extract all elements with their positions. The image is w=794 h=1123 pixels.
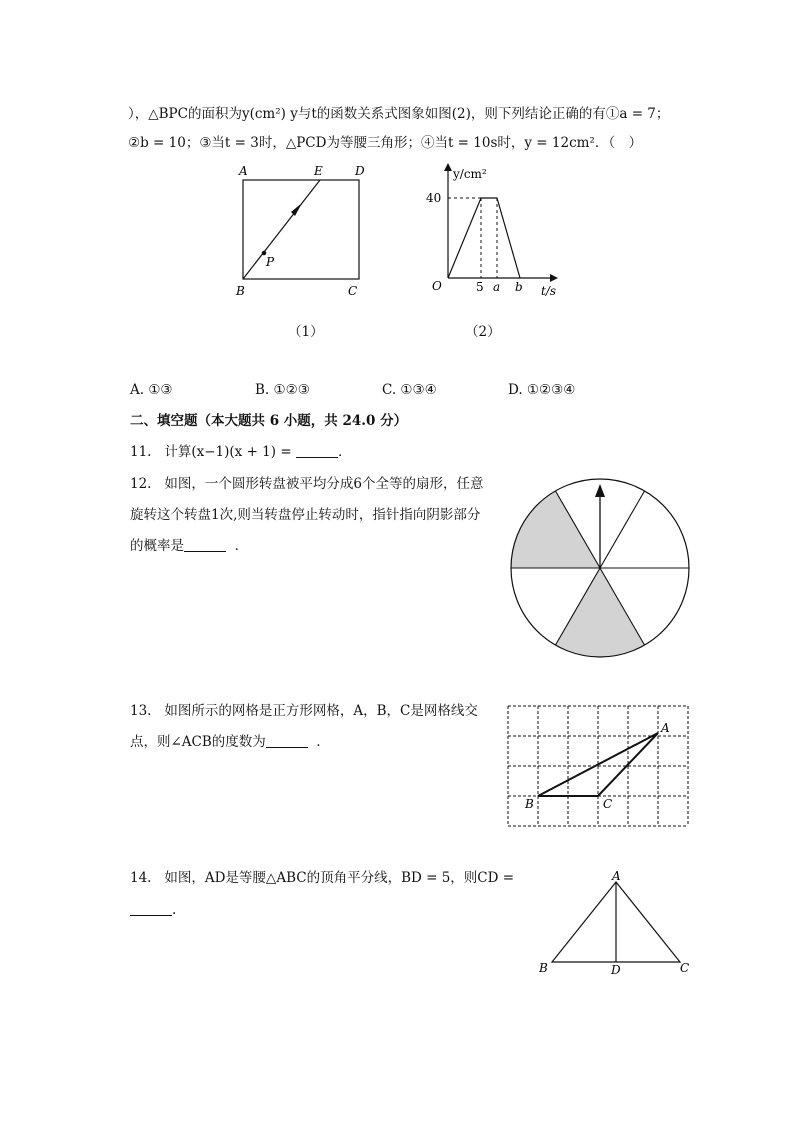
label-d: D (611, 963, 621, 977)
q13-line2-text: 点，则∠ACB的度数为 (130, 734, 266, 750)
q12-answer-blank[interactable] (184, 537, 226, 552)
q12-line3-text: 的概率是 (130, 538, 184, 554)
q10-figure-1-caption: （1） (288, 324, 324, 340)
label-a: A (661, 721, 670, 735)
label-b: B (525, 797, 534, 811)
q14-line1 (130, 868, 514, 888)
q10-option-a: A. ①③ (130, 382, 173, 398)
q13-line1-text: 如图所示的网格是正方形网格，A，B，C是网格线交 (164, 703, 478, 719)
label-o: O (432, 279, 442, 293)
q11-text: 计算(x−1)(x + 1) = (164, 444, 292, 460)
q12-line3 (130, 536, 248, 556)
direction-arrow (291, 203, 302, 216)
q12-line1 (130, 474, 483, 494)
q14-line1-text: 如图，AD是等腰△ABC的顶角平分线，BD = 5，则CD = (164, 870, 515, 886)
label-e: E (314, 164, 323, 178)
label-a: A (612, 869, 621, 883)
label-a: a (493, 280, 501, 294)
q13-grid-figure (500, 700, 695, 835)
q13-tail: ． (316, 734, 330, 750)
q13-line2 (130, 732, 330, 752)
shaded-sector-top-left (511, 491, 600, 568)
segment-be (243, 180, 320, 279)
q13-answer-blank[interactable] (266, 733, 308, 748)
label-p: P (266, 255, 275, 269)
label-c: C (680, 961, 690, 975)
label-ylabel: y/cm² (453, 167, 487, 181)
q14-number: 14. (130, 870, 152, 886)
label-d: D (355, 164, 365, 178)
label-a: A (239, 164, 248, 178)
q10-figure-2 (420, 158, 570, 303)
label-5: 5 (476, 280, 484, 294)
q14-line2 (130, 900, 176, 920)
q11-tail: ． (337, 444, 352, 460)
label-c: C (603, 797, 613, 811)
x-axis-arrow (550, 274, 558, 282)
q11 (130, 442, 351, 462)
q14-answer-blank[interactable] (130, 901, 172, 916)
q11-answer-blank[interactable] (296, 443, 338, 458)
q12-line2: 旋转这个转盘1次,则当转盘停止转动时，指针指向阴影部分 (130, 507, 481, 523)
y-axis-arrow (444, 163, 452, 171)
q12-number: 12. (130, 476, 152, 492)
q10-option-d: D. ①②③④ (508, 382, 576, 398)
q12-spinner-figure (505, 475, 695, 665)
section-heading: 二、填空题（本大题共 6 小题，共 24.0 分） (130, 413, 408, 429)
rectangle-abcd (243, 180, 359, 279)
label-xlabel: t/s (541, 284, 557, 298)
pointer-arrowhead (595, 484, 605, 497)
q10-line1: ），△BPC的面积为y(cm²) y与t的函数关系式图象如图(2)，则下列结论正确的有①a = 7； (128, 106, 670, 122)
shaded-sector-bottom (556, 568, 645, 657)
q12-line1-text: 如图，一个圆形转盘被平均分成6个全等的扇形，任意 (164, 476, 484, 492)
q11-number: 11. (130, 444, 152, 460)
q13-line1 (130, 701, 478, 721)
label-40: 40 (426, 191, 442, 205)
q13-number: 13. (130, 703, 152, 719)
q14-tail: . (172, 902, 177, 918)
label-b: B (236, 284, 245, 298)
label-b: B (539, 961, 548, 975)
q10-option-c: C. ①③④ (382, 382, 437, 398)
graph-line (448, 198, 520, 278)
q10-option-b: B. ①②③ (255, 382, 310, 398)
q10-line2: ②b = 10；③当t = 3时，△PCD为等腰三角形；④当t = 10s时，y = 12cm²．（ ） (128, 135, 643, 151)
label-c: C (348, 284, 358, 298)
label-b: b (515, 280, 523, 294)
q12-tail: ． (234, 538, 249, 554)
q10-figure-2-caption: （2） (465, 324, 501, 340)
q14-triangle-figure (535, 868, 695, 980)
q10-figure-1 (225, 160, 375, 305)
